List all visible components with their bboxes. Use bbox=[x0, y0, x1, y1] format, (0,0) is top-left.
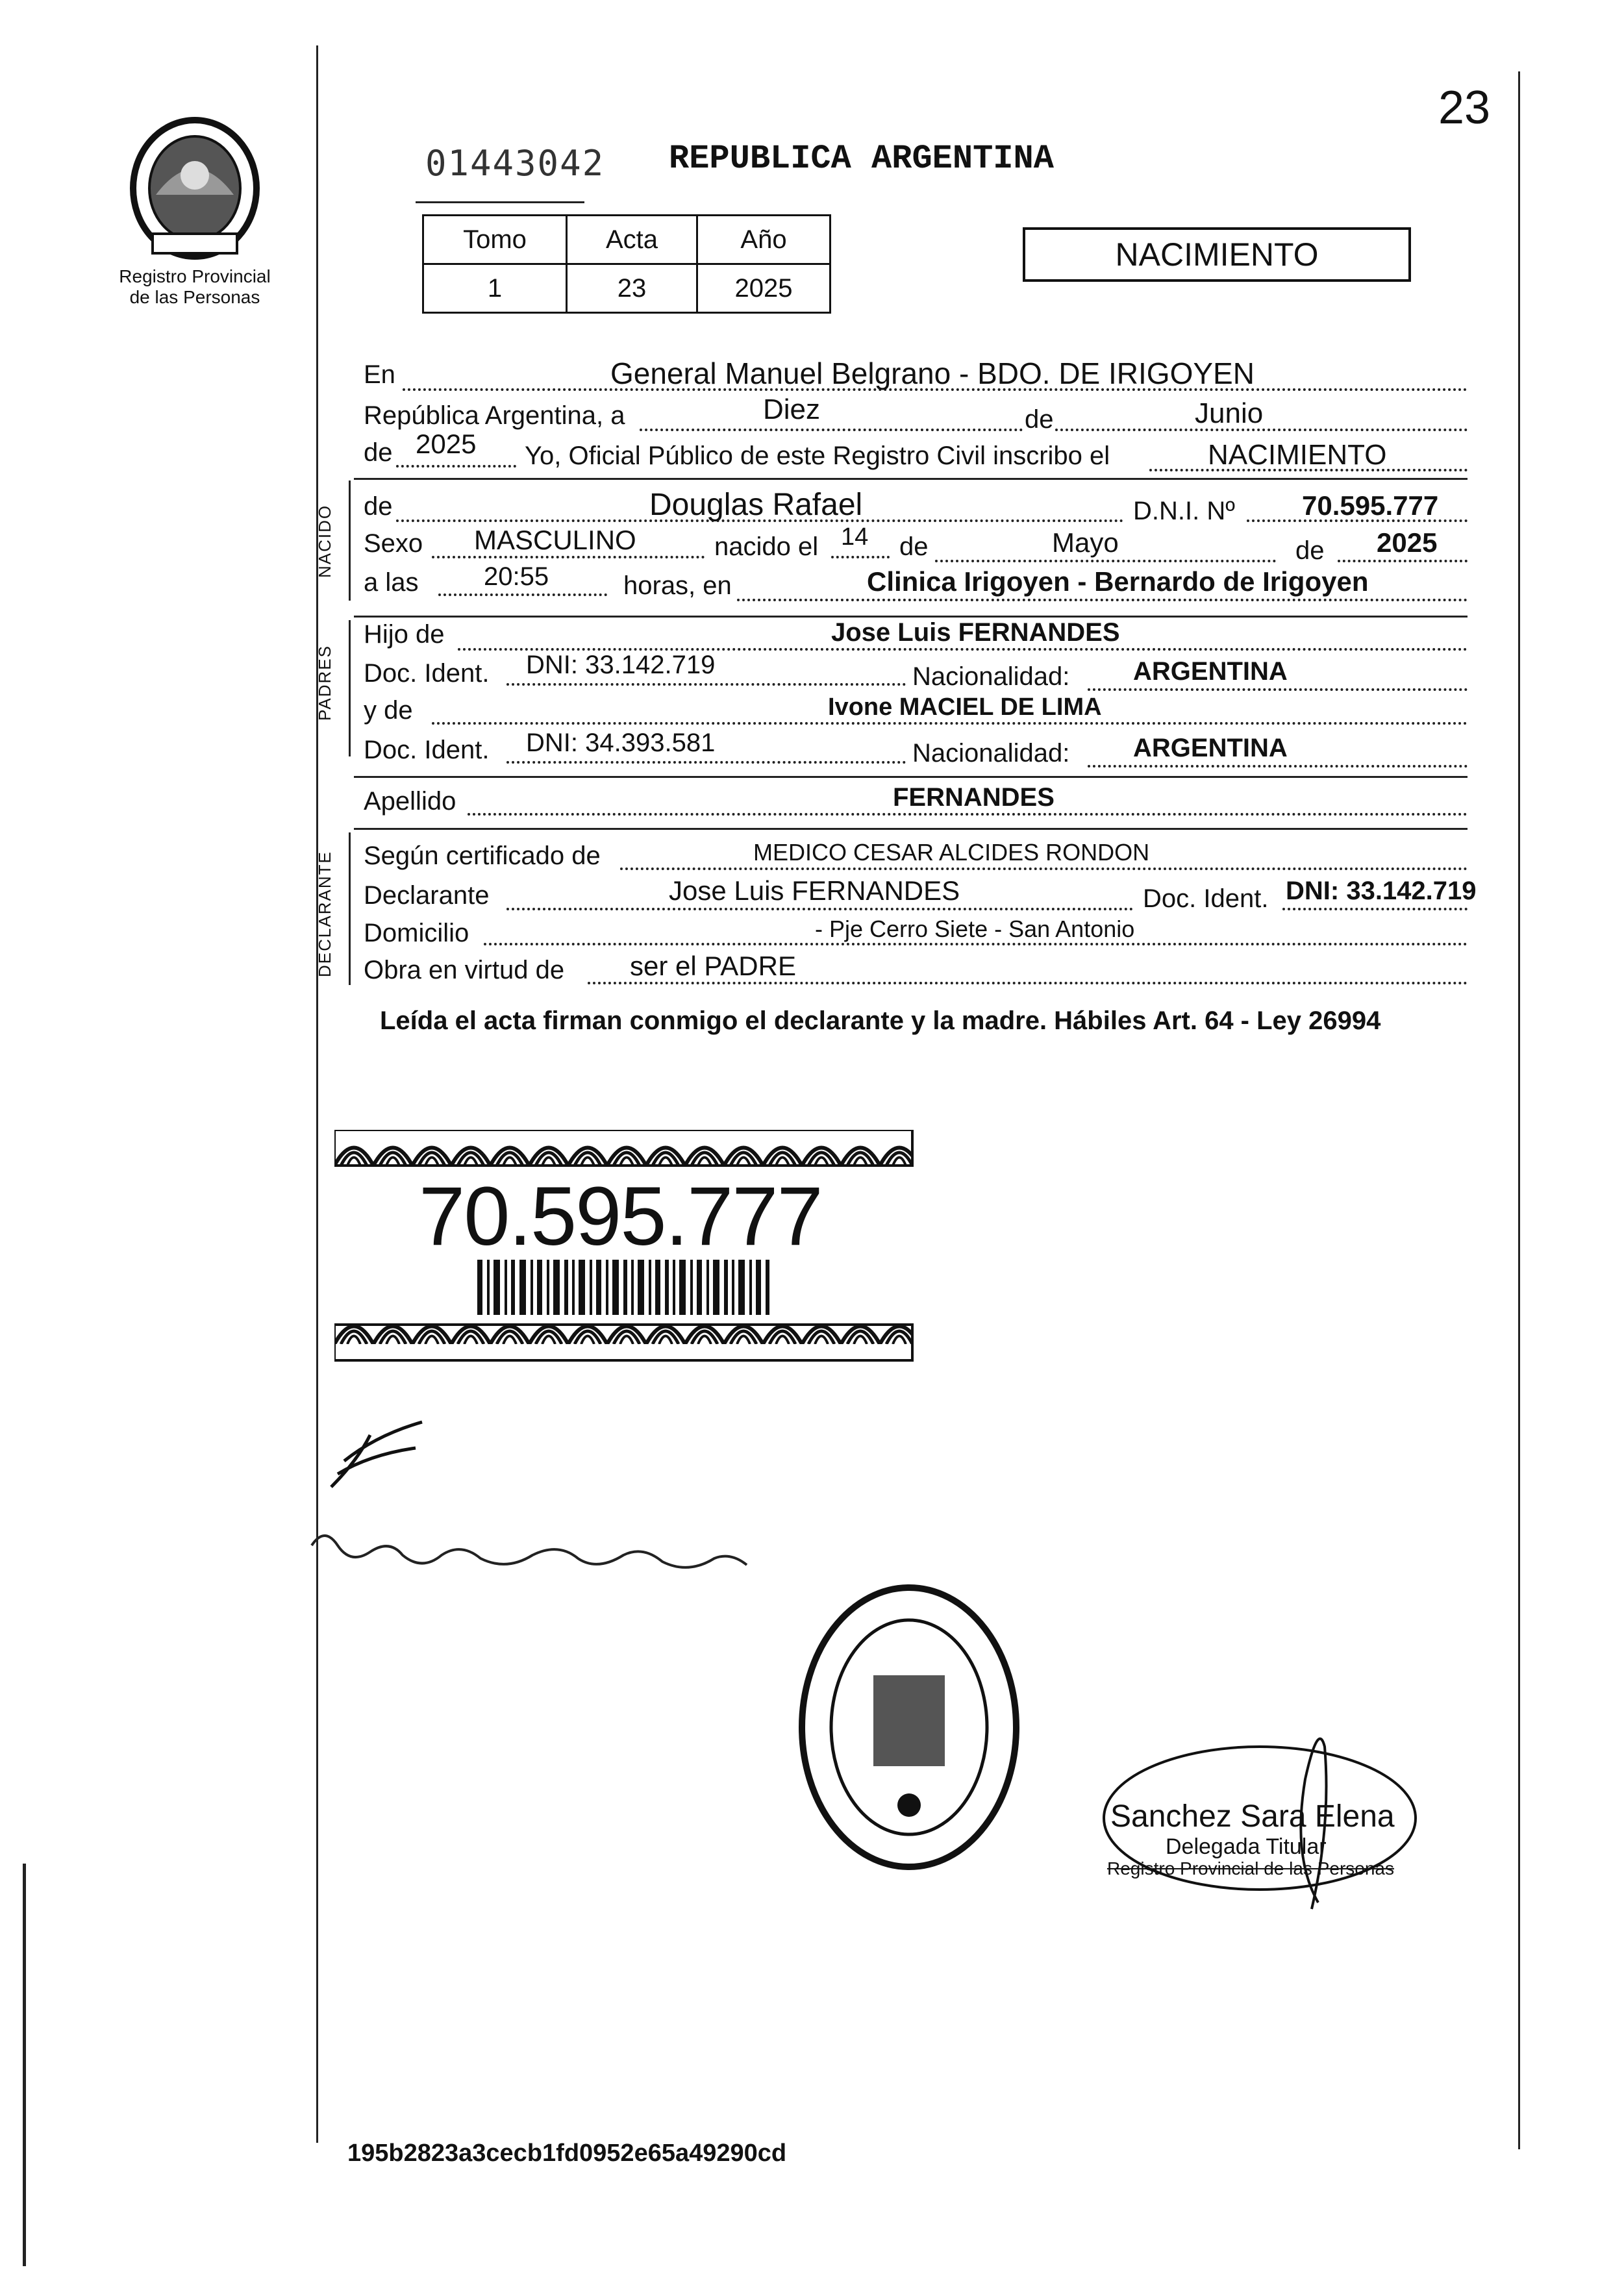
value-mes: Junio bbox=[1195, 397, 1264, 429]
label-apellido: Apellido bbox=[364, 787, 456, 816]
value-domicilio: - Pje Cerro Siete - San Antonio bbox=[815, 916, 1135, 942]
dots-sexo bbox=[432, 556, 705, 558]
label-de-nombre: de bbox=[364, 492, 393, 521]
legal-note: Leída el acta firman conmigo el declarante y la madre. Hábiles Art. 64 - Ley 26994 bbox=[380, 1006, 1381, 1035]
dots-hora bbox=[438, 593, 607, 596]
label-republica: República Argentina, a bbox=[364, 401, 625, 430]
value-nac-mes: Mayo bbox=[1052, 527, 1119, 558]
mother-signature bbox=[299, 1519, 753, 1597]
section-divider-1 bbox=[354, 478, 1468, 480]
label-de-anio: de bbox=[364, 438, 393, 467]
official-office: Registro Provincial de las Personas bbox=[1107, 1858, 1394, 1879]
dots-declarante-doc bbox=[1282, 908, 1468, 910]
table-value-tomo: 1 bbox=[423, 264, 567, 313]
value-lugar: General Manuel Belgrano - BDO. DE IRIGOYEN bbox=[610, 356, 1255, 390]
declarante-bracket bbox=[349, 832, 351, 985]
table-header-acta: Acta bbox=[567, 216, 697, 264]
act-type-box bbox=[1023, 227, 1411, 282]
act-type: NACIMIENTO bbox=[1115, 236, 1319, 273]
registry-caption-line2: de las Personas bbox=[129, 287, 260, 307]
tomo-acta-anio-table bbox=[422, 214, 831, 314]
table-value-acta: 23 bbox=[567, 264, 697, 313]
label-y-de: y de bbox=[364, 696, 413, 725]
value-madre-nac: ARGENTINA bbox=[1133, 734, 1288, 762]
value-padre-doc: DNI: 33.142.719 bbox=[526, 651, 716, 679]
dots-dia bbox=[640, 429, 1023, 431]
left-margin-line bbox=[316, 45, 318, 2143]
dots-certificado bbox=[620, 868, 1468, 870]
page-number: 23 bbox=[1438, 82, 1491, 134]
dots-padre-doc bbox=[506, 683, 906, 686]
table-header-anio: Año bbox=[697, 216, 831, 264]
label-en: En bbox=[364, 360, 395, 389]
padres-bracket bbox=[349, 620, 351, 756]
value-apellido: FERNANDES bbox=[893, 783, 1055, 812]
label-doc-declarante: Doc. Ident. bbox=[1143, 884, 1269, 913]
section-divider-2 bbox=[354, 616, 1468, 618]
value-certificado: MEDICO CESAR ALCIDES RONDON bbox=[753, 839, 1150, 866]
dots-padre-nac bbox=[1088, 688, 1468, 691]
label-horas: horas, en bbox=[623, 571, 732, 600]
barcode-number: 70.595.777 bbox=[419, 1170, 822, 1263]
section-divider-4 bbox=[354, 828, 1468, 830]
dots-lugar-nac bbox=[737, 599, 1468, 601]
section-divider-3 bbox=[354, 776, 1468, 778]
label-de-anio-nac: de bbox=[1295, 536, 1325, 565]
label-domicilio: Domicilio bbox=[364, 919, 469, 947]
dots-declarante bbox=[506, 908, 1133, 910]
official-seal-stamp bbox=[789, 1578, 1029, 1877]
label-nac-madre: Nacionalidad: bbox=[912, 739, 1070, 768]
country-title: REPUBLICA ARGENTINA bbox=[669, 140, 1054, 178]
document-hash: 195b2823a3cecb1fd0952e65a49290cd bbox=[347, 2140, 787, 2167]
value-nac-anio: 2025 bbox=[1377, 527, 1438, 558]
value-inscripcion: NACIMIENTO bbox=[1208, 439, 1387, 471]
label-obra: Obra en virtud de bbox=[364, 956, 565, 984]
label-hijo-de: Hijo de bbox=[364, 620, 445, 649]
side-label-padres: PADRES bbox=[315, 645, 334, 721]
table-header-tomo: Tomo bbox=[423, 216, 567, 264]
value-madre: Ivone MACIEL DE LIMA bbox=[828, 693, 1102, 721]
value-dni: 70.595.777 bbox=[1302, 490, 1439, 521]
label-nac-padre: Nacionalidad: bbox=[912, 662, 1070, 691]
value-declarante: Jose Luis FERNANDES bbox=[669, 875, 960, 906]
label-segun: Según certificado de bbox=[364, 842, 601, 870]
dots-domicilio bbox=[484, 943, 1468, 945]
official-role: Delegada Titular bbox=[1166, 1834, 1327, 1859]
form-number: 01443042 bbox=[425, 143, 605, 184]
value-madre-doc: DNI: 34.393.581 bbox=[526, 729, 716, 757]
form-number-underline bbox=[416, 201, 584, 203]
dots-madre-doc bbox=[506, 761, 906, 764]
dots-nac-dia bbox=[831, 556, 890, 558]
value-dia: Diez bbox=[763, 393, 821, 425]
dots-nac-anio bbox=[1338, 560, 1468, 562]
label-nacido: nacido el bbox=[714, 532, 819, 561]
scan-edge-line bbox=[23, 1864, 26, 2266]
label-yo: Yo, Oficial Público de este Registro Civil inscribo el bbox=[525, 442, 1110, 470]
side-label-declarante: DECLARANTE bbox=[315, 851, 334, 977]
label-de-mes: de bbox=[899, 532, 929, 561]
side-label-nacido: NACIDO bbox=[315, 504, 334, 578]
value-sexo: MASCULINO bbox=[474, 525, 636, 555]
value-anio: 2025 bbox=[416, 429, 477, 459]
value-obra: ser el PADRE bbox=[630, 951, 796, 981]
value-declarante-doc: DNI: 33.142.719 bbox=[1286, 877, 1477, 905]
value-lugar-nac: Clinica Irigoyen - Bernardo de Irigoyen bbox=[867, 566, 1369, 597]
dots-apellido bbox=[468, 813, 1468, 816]
table-value-anio: 2025 bbox=[697, 264, 831, 313]
declarant-signature bbox=[318, 1409, 448, 1500]
value-hora: 20:55 bbox=[484, 562, 549, 591]
official-name: Sanchez Sara Elena bbox=[1110, 1799, 1395, 1834]
dots-obra bbox=[588, 982, 1468, 984]
label-sexo: Sexo bbox=[364, 529, 423, 558]
right-margin-line bbox=[1518, 71, 1520, 2149]
dots-madre-nac bbox=[1088, 765, 1468, 768]
value-nombre: Douglas Rafael bbox=[649, 488, 863, 522]
registry-caption bbox=[97, 266, 292, 308]
nacido-bracket bbox=[349, 481, 351, 601]
dots-nac-mes bbox=[935, 560, 1276, 562]
label-a-las: a las bbox=[364, 568, 419, 597]
value-padre-nac: ARGENTINA bbox=[1133, 657, 1288, 686]
dots-anio bbox=[396, 465, 516, 468]
value-nac-dia: 14 bbox=[841, 523, 869, 551]
misiones-seal-icon bbox=[117, 104, 273, 266]
dots-madre bbox=[432, 722, 1468, 725]
label-de: de bbox=[1025, 405, 1054, 434]
label-declarante: Declarante bbox=[364, 881, 490, 910]
label-doc-padre: Doc. Ident. bbox=[364, 659, 490, 688]
label-dni: D.N.I. Nº bbox=[1133, 497, 1235, 525]
value-padre: Jose Luis FERNANDES bbox=[831, 618, 1120, 647]
registry-caption-line1: Registro Provincial bbox=[119, 266, 271, 286]
label-doc-madre: Doc. Ident. bbox=[364, 736, 490, 764]
